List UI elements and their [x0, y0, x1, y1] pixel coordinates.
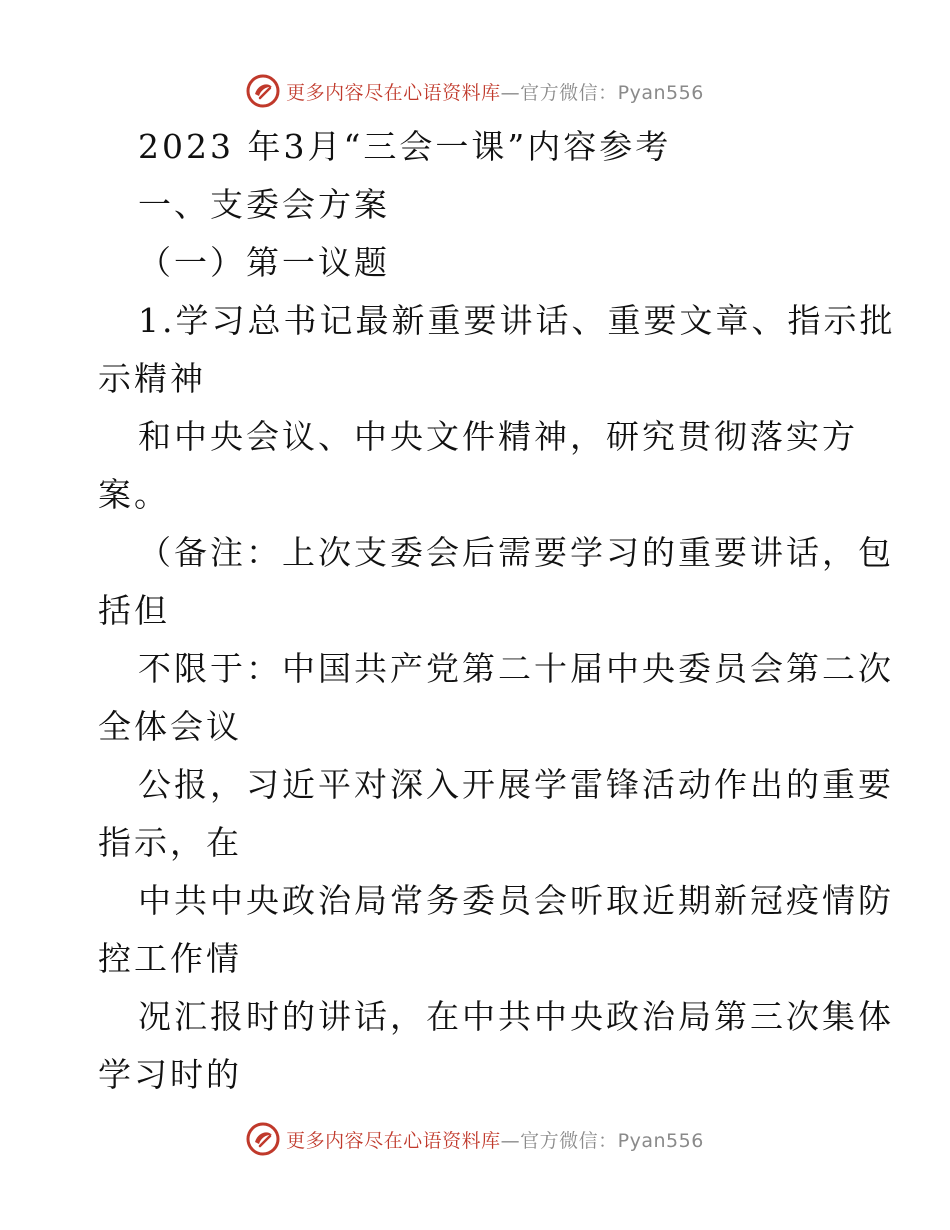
text-line: 2023 年3月“三会一课”内容参考 — [138, 127, 672, 166]
text-line: 公报，习近平对深入开展学雷锋活动作出的重要 — [138, 765, 894, 804]
brand-logo-icon — [246, 1122, 280, 1156]
text-line: 1.学习总书记最新重要讲话、重要文章、指示批 — [138, 301, 896, 340]
text-line: 不限于：中国共产党第二十届中央委员会第二次 — [138, 649, 894, 688]
text-line: 和中央会议、中央文件精神，研究贯彻落实方 — [138, 417, 858, 456]
text-line: 括但 — [98, 591, 170, 630]
text-line: （一）第一议题 — [138, 243, 390, 282]
watermark-brand-text: 更多内容尽在心语资料库 — [286, 1129, 501, 1152]
watermark-contact-text: —官方微信：Pyan556 — [500, 1129, 704, 1152]
text-line: 一、支委会方案 — [138, 185, 390, 224]
text-line: 案。 — [98, 475, 170, 514]
text-line: 全体会议 — [98, 707, 242, 746]
document-body — [98, 118, 896, 1104]
text-line: 示精神 — [98, 359, 206, 398]
text-line: 学习时的 — [98, 1055, 242, 1094]
text-line: （备注：上次支委会后需要学习的重要讲话，包 — [138, 533, 894, 572]
text-line: 控工作情 — [98, 939, 242, 978]
watermark-contact-text: —官方微信：Pyan556 — [500, 81, 704, 104]
watermark-brand-text: 更多内容尽在心语资料库 — [286, 81, 501, 104]
text-line: 中共中央政治局常务委员会听取近期新冠疫情防 — [138, 881, 894, 920]
text-line: 指示，在 — [98, 823, 242, 862]
footer-watermark — [0, 1119, 950, 1159]
text-line: 况汇报时的讲话，在中共中央政治局第三次集体 — [138, 997, 894, 1036]
header-watermark — [0, 71, 950, 111]
brand-logo-icon — [246, 74, 280, 108]
